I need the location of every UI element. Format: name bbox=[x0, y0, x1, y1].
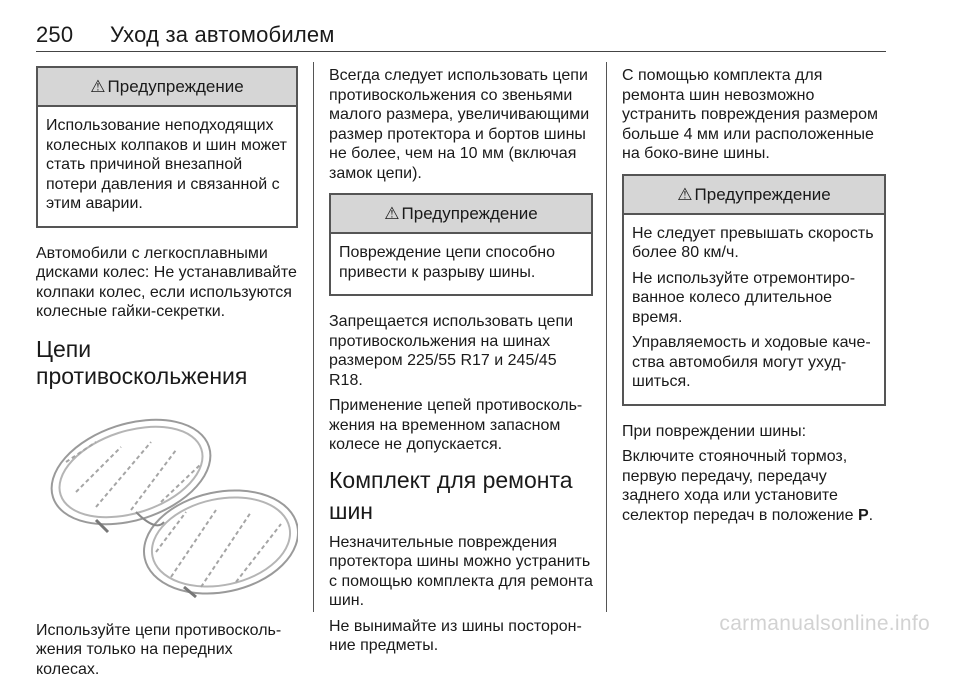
snow-chains-illustration bbox=[36, 402, 298, 607]
warning-header bbox=[38, 68, 296, 107]
warning-text: Не используйте отремонтиро-ванное колесо длительное время. bbox=[632, 269, 856, 326]
paragraph: Применение цепей противосколь-жения на временном запасном колесе не допускается. bbox=[329, 397, 583, 453]
warning-triangle-icon: ⚠ bbox=[384, 204, 400, 223]
paragraph-end: . bbox=[868, 506, 874, 524]
warning-text: Использование неподходящих колесных колпаков и шин может стать причиной внезапной потери давления и связанной с этим аварии. bbox=[46, 117, 287, 212]
warning-box bbox=[622, 174, 886, 406]
warning-title: Предупреждение bbox=[401, 204, 538, 223]
paragraph: Незначительные повреждения протектора шины можно устранить с помощью комплекта для ремонта шин. bbox=[329, 533, 593, 609]
warning-triangle-icon: ⚠ bbox=[677, 184, 693, 204]
snow-chains-drawing bbox=[36, 402, 298, 607]
warning-title: Предупреждение bbox=[107, 77, 244, 96]
paragraph: При повреждении шины: bbox=[622, 422, 807, 440]
section-heading: Комплект для ремонта шин bbox=[329, 466, 573, 524]
warning-title: Предупреждение bbox=[694, 184, 831, 204]
watermark: carmanualsonline.info bbox=[719, 612, 930, 635]
paragraph bbox=[622, 447, 886, 525]
page-header bbox=[36, 22, 335, 48]
warning-box bbox=[329, 193, 593, 296]
page-title: Уход за автомобилем bbox=[110, 22, 335, 47]
warning-box bbox=[36, 66, 298, 228]
column-divider-1 bbox=[313, 62, 314, 612]
warning-header bbox=[624, 176, 884, 215]
column-1 bbox=[36, 66, 298, 685]
column-3 bbox=[622, 66, 886, 531]
header-rule bbox=[36, 51, 886, 52]
warning-text: Не следует превышать скорость более 80 км/ч. bbox=[632, 224, 874, 261]
column-divider-2 bbox=[606, 62, 607, 612]
caption: Используйте цепи противосколь-жения только на передних колесах. bbox=[36, 621, 282, 678]
selector-position: P bbox=[857, 506, 869, 524]
column-2 bbox=[329, 66, 593, 662]
section-heading: Цепи противоскольжения bbox=[36, 335, 248, 389]
page-number: 250 bbox=[36, 22, 74, 47]
paragraph: С помощью комплекта для ремонта шин невозможно устранить повреждения размером больше 4 мм или расположенные на боко-вине шины. bbox=[622, 67, 878, 162]
paragraph: Не вынимайте из шины посторон-ние предметы. bbox=[329, 617, 582, 654]
warning-text: Управляемость и ходовые каче-ства автомобиля могут ухуд-шиться. bbox=[632, 334, 871, 390]
paragraph: Автомобили с легкосплавными дисками колес: Не устанавливайте колпаки колес, если используются колесные гайки-секретки. bbox=[36, 244, 297, 320]
paragraph: Всегда следует использовать цепи противоскольжения со звеньями малого размера, увеличивающими размер протектора и бортов шины не более, чем на 10 мм (включая замок цепи). bbox=[329, 67, 590, 182]
paragraph-text: Включите стояночный тормоз, первую передачу, передачу заднего хода или установите селектор передач в положение bbox=[622, 448, 858, 524]
paragraph: Запрещается использовать цепи противоскольжения на шинах размером 225/55 R17 и 245/45 R18. bbox=[329, 313, 574, 389]
warning-header bbox=[331, 195, 591, 234]
warning-triangle-icon: ⚠ bbox=[90, 77, 106, 96]
warning-text: Повреждение цепи способно привести к разрыву шины. bbox=[339, 244, 556, 281]
